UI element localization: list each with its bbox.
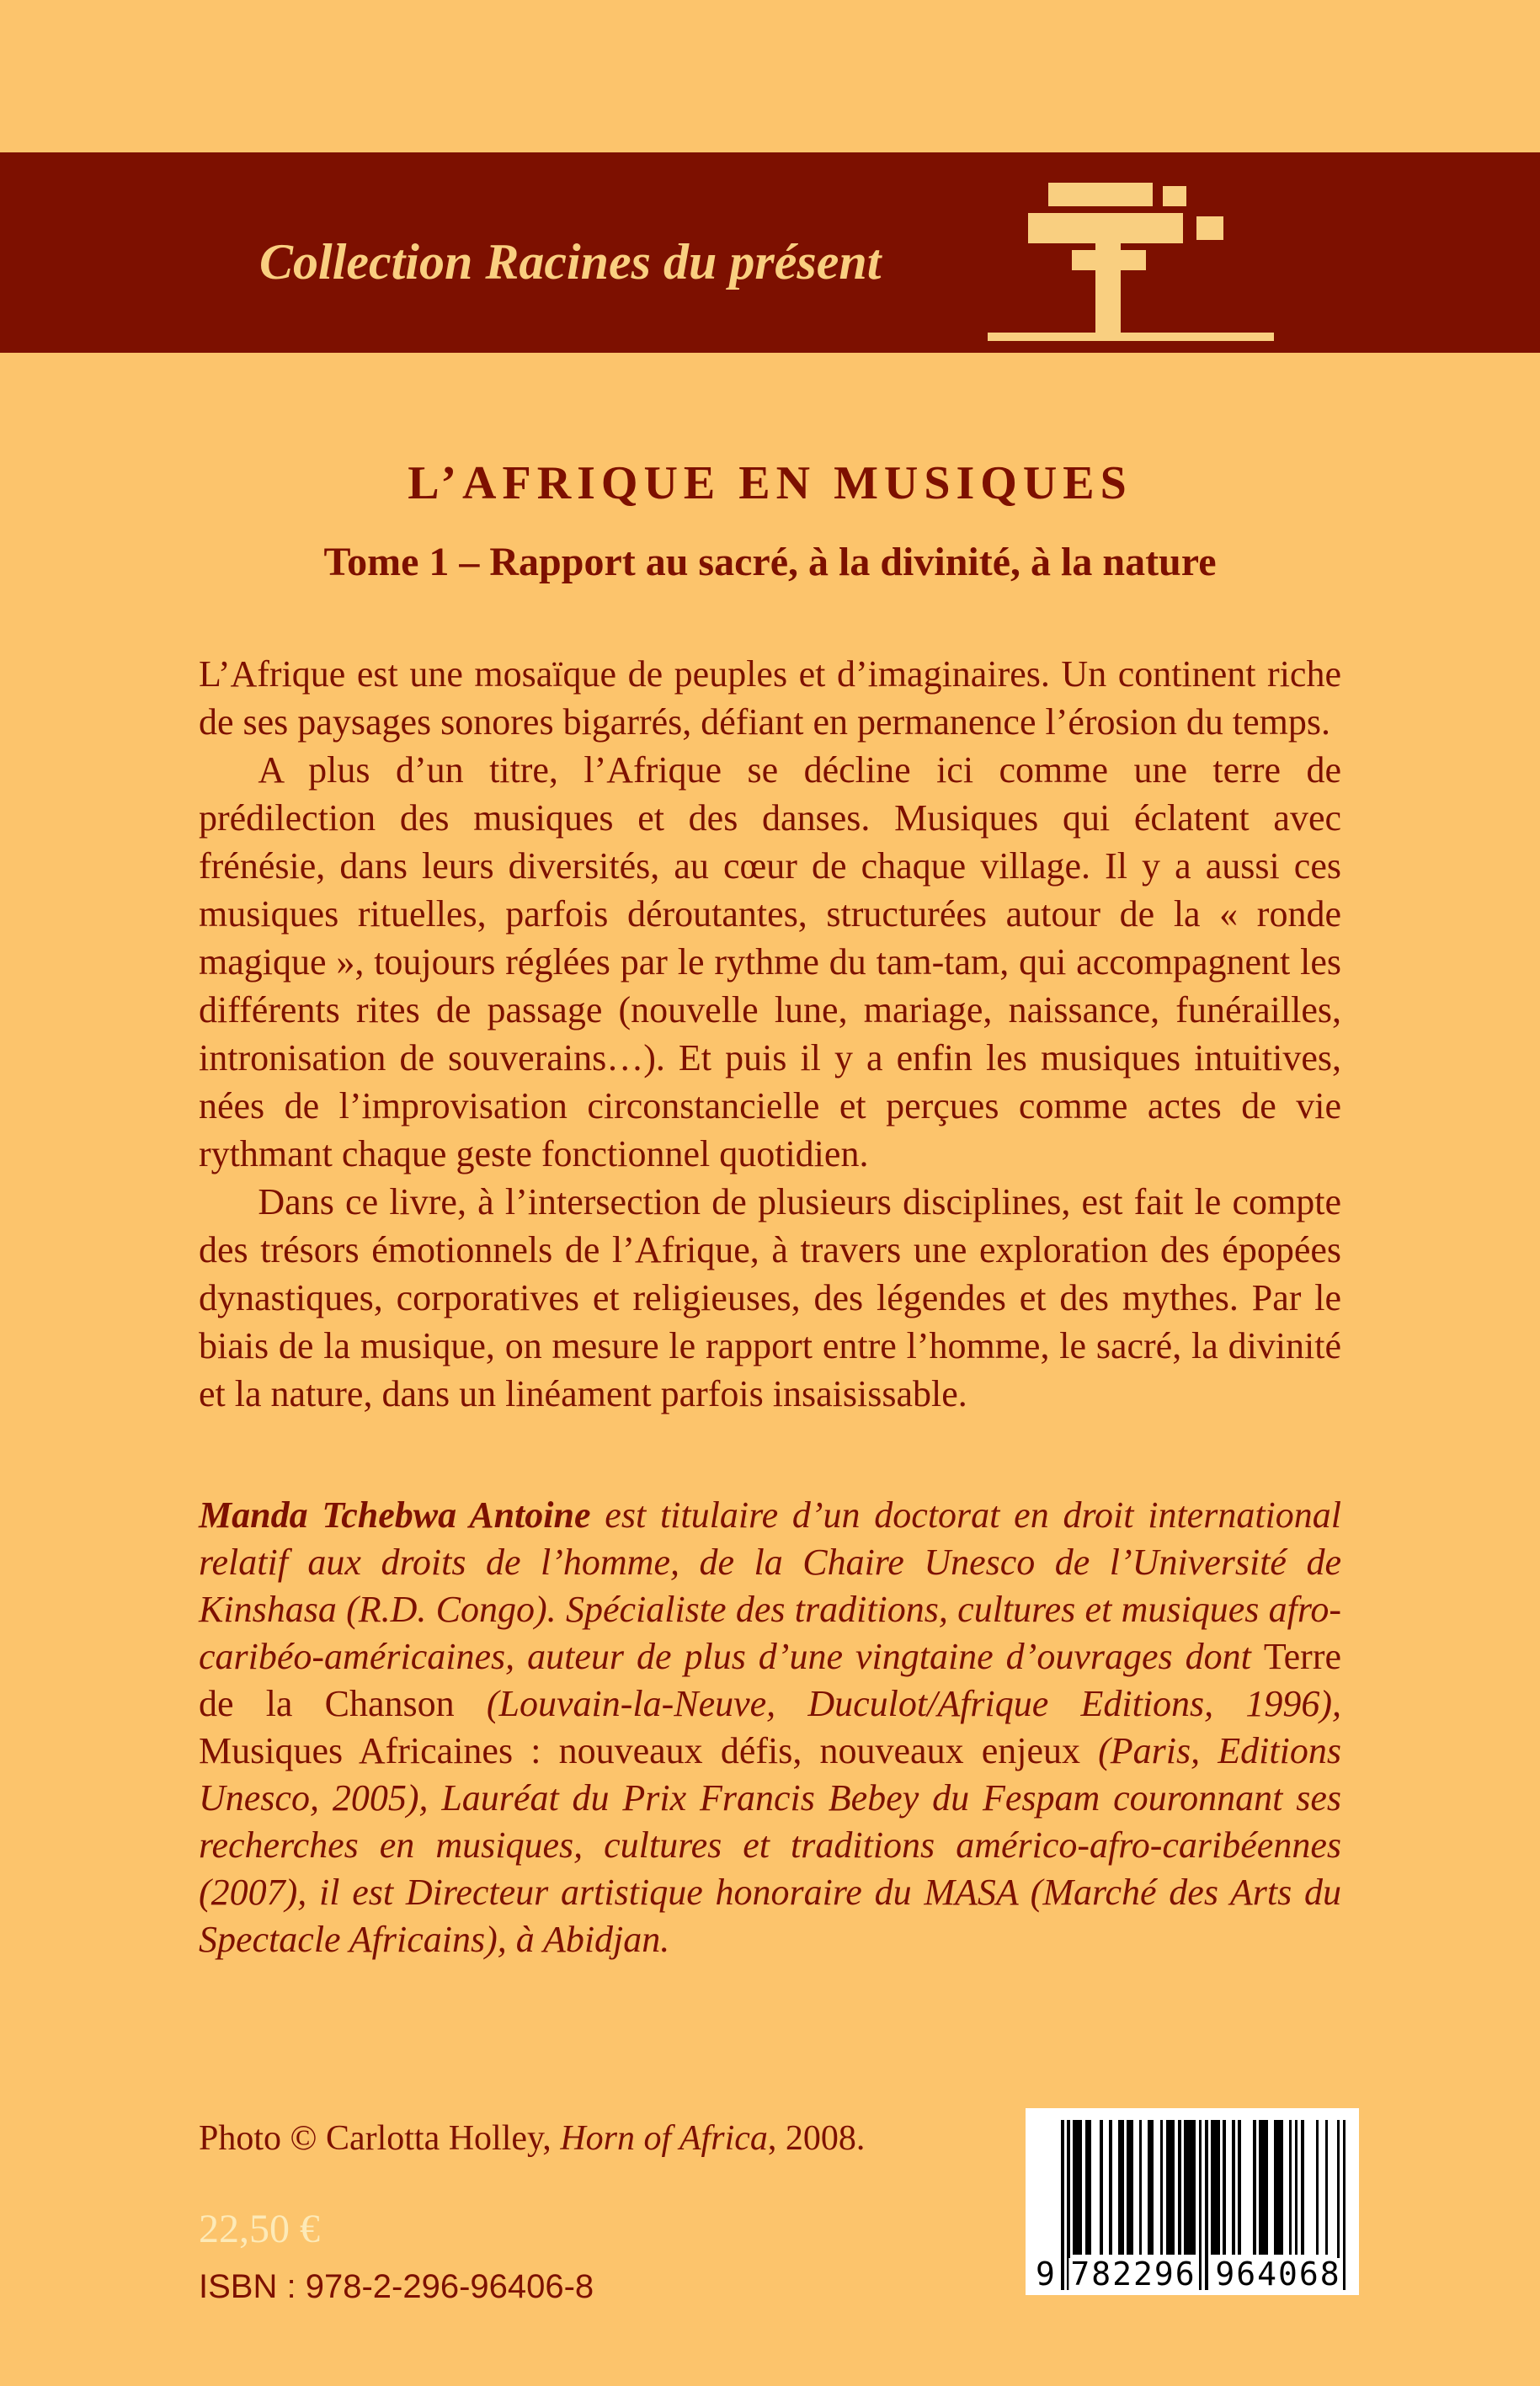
text-segment: Terre de la Chanson: [199, 1636, 1341, 1724]
barcode-inner: [1036, 2120, 1346, 2293]
text-segment: (Paris, Editions Unesco, 2005), Lauréat du Prix Francis Bebey du Fespam couronnant ses recherches en musiques, cultures et traditions américo-afro-caribéennes (2007), il est Directeur artistique honoraire du MASA (Marché des Arts du Spectacle Africains), à Abidjan.: [199, 1730, 1341, 1960]
text-segment: , 2008.: [767, 2119, 866, 2158]
text-segment: Musiques Africaines : nouveaux défis, nouveaux enjeux: [199, 1730, 1099, 1771]
barcode-digit-group2: 964068: [1215, 2256, 1341, 2293]
synopsis-paragraph: L’Afrique est une mosaïque de peuples et d’imaginaires. Un continent riche de ses paysages sonores bigarrés, défiant en permanence l’érosion du temps.: [199, 653, 1341, 743]
collection-band: [0, 152, 1540, 353]
author-bio: [199, 1492, 1341, 1963]
book-title: L’AFRIQUE EN MUSIQUES: [408, 457, 1132, 509]
synopsis-paragraph: Dans ce livre, à l’intersection de plusieurs disciplines, est fait le compte des trésors émotionnels de l’Afrique, à travers une exploration des épopées dynastiques, corporatives et religieuses, des légendes et des mythes. Par le biais de la musique, on mesure le rapport entre l’homme, le sacré, la divinité et la nature, dans un linéament parfois insaisissable.: [199, 1181, 1341, 1414]
text-segment: Manda Tchebwa Antoine: [199, 1494, 591, 1536]
barcode: [1026, 2108, 1359, 2295]
photo-credit: [199, 2118, 865, 2159]
text-segment: Horn of Africa: [560, 2119, 768, 2158]
barcode-digit-group1: 782296: [1070, 2256, 1196, 2293]
synopsis: [199, 650, 1341, 1418]
publisher-tree-logo: [988, 169, 1299, 348]
barcode-bar: [1343, 2120, 1346, 2290]
text-segment: est titulaire d’un doctorat en droit international relatif aux droits de l’homme, de la Chaire Unesco de l’Université de Kinshasa (R.D. Congo). Spécialiste des traditions, cultures et musiques afro-caribéo-américaines, auteur de plus d’une vingtaine d’ouvrages dont: [199, 1494, 1341, 1677]
text-segment: Photo © Carlotta Holley,: [199, 2119, 561, 2158]
book-subtitle: Tome 1 – Rapport au sacré, à la divinité, à la nature: [323, 540, 1217, 584]
text-segment: (Louvain-la-Neuve, Duculot/Afrique Editions, 1996),: [486, 1683, 1341, 1724]
synopsis-paragraph: A plus d’un titre, l’Afrique se décline ici comme une terre de prédilection des musiques et des danses. Musiques qui éclatent avec frénésie, dans leurs diversités, au cœur de chaque village. Il y a aussi ces musiques rituelles, parfois déroutantes, structurées autour de la « ronde magique », toujours réglées par le rythme du tam-tam, qui accompagnent les différents rites de passage (nouvelle lune, mariage, naissance, funérailles, intronisation de souverains…). Et puis il y a enfin les musiques intuitives, nées de l’improvisation circonstancielle et perçues comme actes de vie rythmant chaque geste fonctionnel quotidien.: [199, 749, 1341, 1174]
isbn: ISBN : 978-2-296-96406-8: [199, 2268, 594, 2305]
collection-title: Collection Racines du présent: [259, 234, 882, 290]
barcode-digit-left: 9: [1036, 2256, 1057, 2293]
price: 22,50 €: [199, 2207, 320, 2251]
